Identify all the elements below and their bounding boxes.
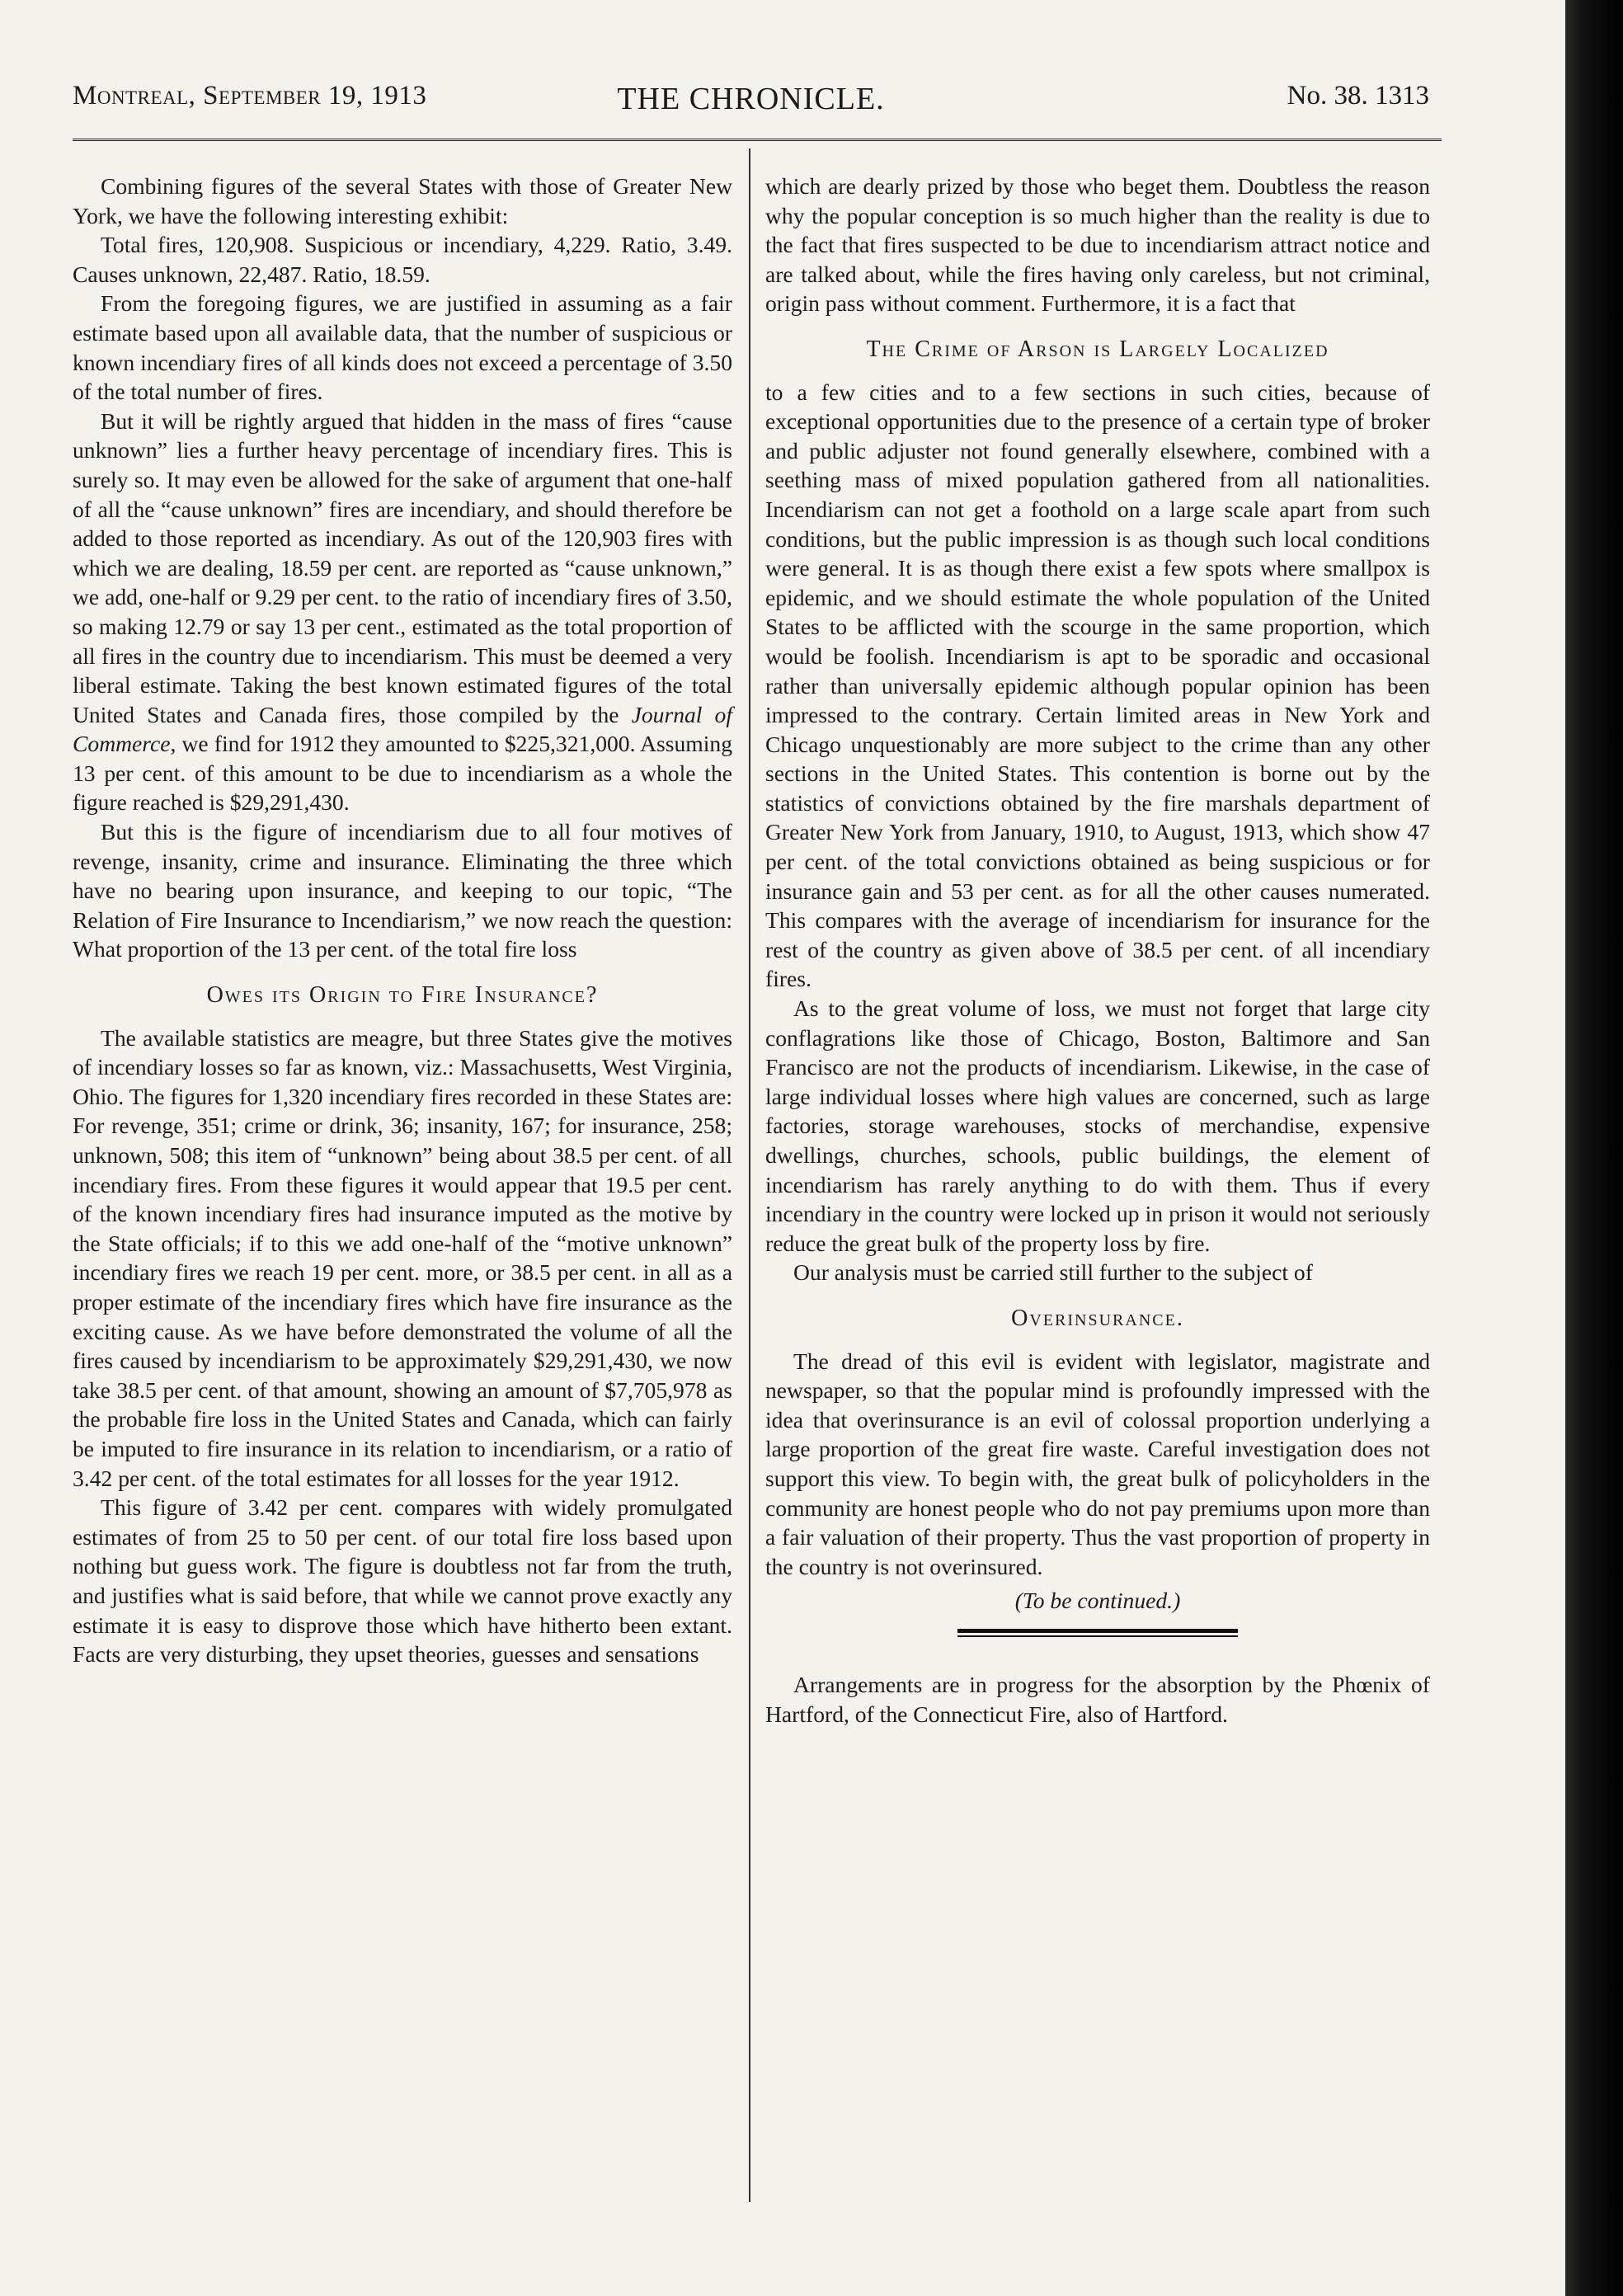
section-heading: The Crime of Arson is Largely Localized: [866, 336, 1329, 362]
paragraph: Arrangements are in progress for the absorption by the Phœnix of Hartford, of the Connecticut Fire, also of Hartford.: [765, 1671, 1430, 1727]
left-column: [73, 172, 732, 1669]
section-heading: Owes its Origin to Fire Insurance?: [206, 982, 599, 1009]
paragraph: The dread of this evil is evident with legislator, magistrate and newspaper, so that the popular mind is profoundly impressed with the idea that overinsurance is an evil of colossal proportion underlying a large proportion of the great fire waste. Careful investigation does not support this view. To begin with, the great bulk of policyholders in the community are honest people who do not pay premiums upon more than a fair valuation of their property. Thus the vast proportion of property in the country is not overinsured.: [765, 1348, 1430, 1579]
continued-note: (To be continued.): [1014, 1588, 1181, 1614]
section-heading: Overinsurance.: [1011, 1305, 1184, 1331]
paragraph: [73, 407, 732, 817]
paragraph: which are dearly prized by those who beget them. Doubtless the reason why the popular conception is so much higher than the reality is due to the fact that fires suspected to be due to incendiarism attract notice and are talked about, while the fires having only careless, but not criminal, origin pass without comment. Furthermore, it is a fact that: [765, 173, 1430, 317]
header-dateline: Montreal, September 19, 1913: [73, 81, 427, 111]
right-column: [765, 172, 1430, 1729]
paragraph: The available statistics are meagre, but three States give the motives of incendiary losses so far as known, viz.: Massachusetts, West Virginia, Ohio. The figures for 1,320 incendiary fires recorded in these States are: For revenge, 351; crime or drink, 36; insanity, 167; for insurance, 258; unknown, 508; this item of “unknown” being about 38.5 per cent. of all incendiary fires. From these figures it would appear that 19.5 per cent. of the known incendiary fires had insurance imputed as the motive by the State officials; if to this we add one-half of the “motive unknown” incendiary fires we reach 19 per cent. more, or 38.5 per cent. in all as a proper estimate of the incendiary fires which have fire insurance as the exciting cause. As we have before demonstrated the volume of all the fires caused by incendiarism to be approximately $29,291,430, we now take 38.5 per cent. of that amount, showing an amount of $7,705,978 as the probable fire loss in the United States and Canada, which can fairly be imputed to fire insurance in its relation to incendiarism, or a ratio of 3.42 per cent. of the total estimates for all losses for the year 1912.: [73, 1024, 732, 1491]
book-spine-edge: [1565, 0, 1623, 2296]
paragraph-text: , we find for 1912 they amounted to $225,321,000. Assuming 13 per cent. of this amount to be due to incendiarism as a whole the figure reached is $29,291,430.: [73, 731, 732, 816]
paragraph-text: But it will be rightly argued that hidden in the mass of fires “cause unknown” lies a further heavy percentage of incendiary fires. This is surely so. It may even be allowed for the sake of argument that one-half of all the “cause unknown” fires are incendiary, and should therefore be added to those reported as incendiary. As out of the 120,903 fires with which we are dealing, 18.59 per cent. are reported as “cause unknown,” we add, one-half or 9.29 per cent. to the ratio of incendiary fires of 3.50, so making 12.79 or say 13 per cent., estimated as the total proportion of all fires in the country due to incendiarism. This must be deemed a very liberal estimate. Taking the best known estimated figures of the total United States and Canada fires, those compiled by the: [73, 407, 732, 727]
paragraph: to a few cities and to a few sections in such cities, because of exceptional opportunities due to the presence of a certain type of broker and public adjuster not found generally elsewhere, combined with a seething mass of mixed population gathered from all nationalities. Incendiarism can not get a foothold on a large scale apart from such conditions, but the public impression is as though such local conditions were general. It is as though there exist a few spots where smallpox is epidemic, and we should estimate the whole population of the United States to be afflicted with the scourge in the same proportion, which would be foolish. Incendiarism is apt to be sporadic and occasional rather than universally epidemic although popular opinion has been impressed to the contrary. Certain limited areas in New York and Chicago unquestionably are more subject to the crime than any other sections in the United States. This contention is borne out by the statistics of convictions obtained by the fire marshals department of Greater New York from January, 1910, to August, 1913, which show 47 per cent. of the total convictions obtained as being suspicious or for insurance gain and 53 per cent. as for all the other causes numerated. This compares with the average of incendiarism for insurance for the rest of the country as given above of 38.5 per cent. of all incendiary fires.: [765, 379, 1430, 992]
header-rule: [73, 139, 1442, 141]
masthead-title: THE CHRONICLE.: [617, 82, 885, 116]
paragraph: Total fires, 120,908. Suspicious or incendiary, 4,229. Ratio, 3.49. Causes unknown, 22,487. Ratio, 18.59.: [73, 232, 732, 287]
paragraph: Our analysis must be carried still further to the subject of: [793, 1259, 1313, 1286]
article-end-rule: [957, 1629, 1238, 1637]
issue-page-number: No. 38. 1313: [1287, 81, 1429, 111]
publication-title: Journal of Commerce: [73, 701, 733, 757]
paragraph: But this is the figure of incendiarism due to all four motives of revenge, insanity, crime and insurance. Eliminating the three which have no bearing upon insurance, and keeping to our topic, “The Relation of Fire Insurance to Incendiarism,” we now reach the question: What proportion of the 13 per cent. of the total fire loss: [73, 819, 732, 962]
page-header: [73, 81, 1429, 130]
paragraph: As to the great volume of loss, we must not forget that large city conflagrations like those of Chicago, Boston, Baltimore and San Francisco are not the products of incendiarism. Likewise, in the case of large individual losses where high values are concerned, such as large factories, storage warehouses, stocks of merchandise, expensive dwellings, churches, schools, public buildings, the element of incendiarism has rarely anything to do with them. Thus if every incendiary in the country were locked up in prison it would not seriously reduce the great bulk of the property loss by fire.: [765, 995, 1430, 1256]
paragraph: From the foregoing figures, we are justified in assuming as a fair estimate based upon all available data, that the number of suspicious or known incendiary fires of all kinds does not exceed a percentage of 3.50 of the total number of fires.: [73, 290, 732, 405]
paragraph: This figure of 3.42 per cent. compares with widely promulgated estimates of from 25 to 50 per cent. of our total fire loss based upon nothing but guess work. The figure is doubtless not far from the truth, and justifies what is said before, that while we cannot prove exactly any estimate it is easy to disprove those which have hitherto been extant. Facts are very disturbing, they upset theories, guesses and sensations: [73, 1494, 732, 1668]
paragraph: Combining figures of the several States with those of Greater New York, we have the following interesting exhibit:: [73, 173, 732, 228]
column-divider: [749, 148, 750, 2202]
